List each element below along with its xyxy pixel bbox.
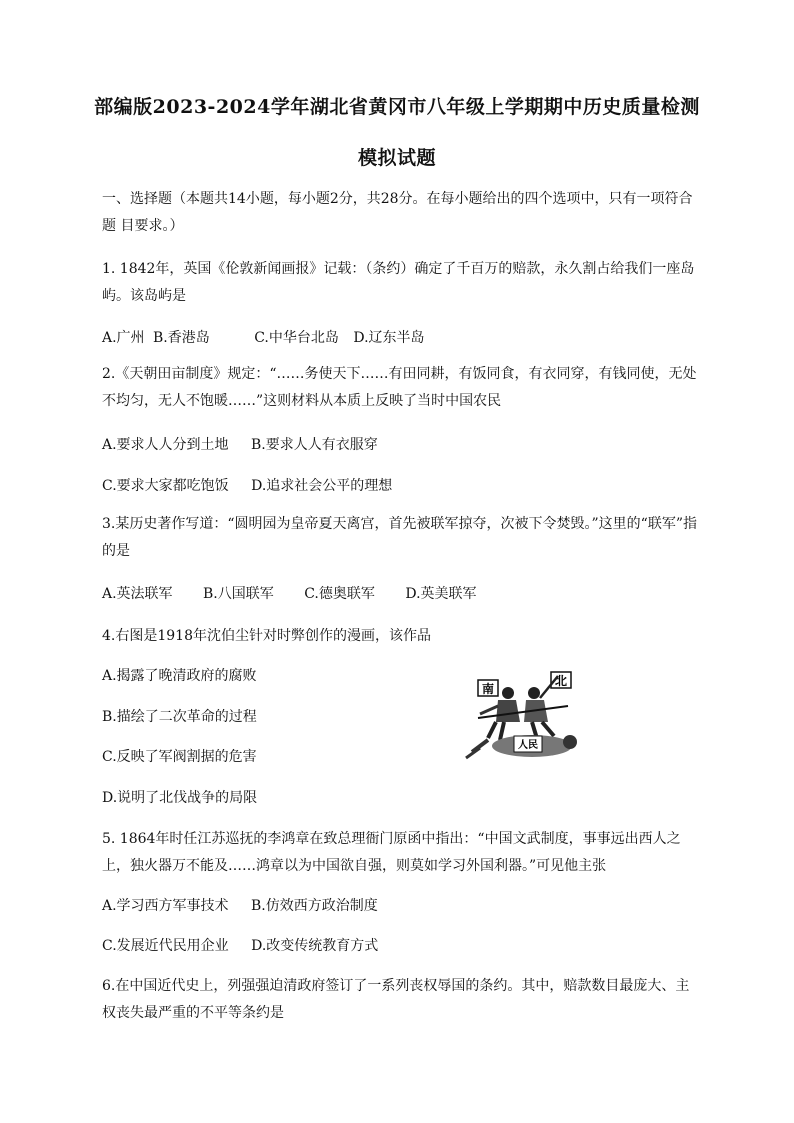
q5-option-b: B.仿效西方政治制度 xyxy=(251,898,378,914)
people-label: 人民 xyxy=(518,740,538,751)
q4-option-c: C.反映了军阀割据的危害 xyxy=(102,749,257,765)
q2-option-b: B.要求人人有衣服穿 xyxy=(251,437,378,453)
q3-option-c: C.德奥联军 xyxy=(304,586,375,602)
question-3-stem: 3.某历史著作写道：“圆明园为皇帝夏天离宫，首先被联军掠夺，次被下令焚毁。”这里的“联军”指的是 xyxy=(102,516,697,559)
section-instructions: 一、选择题（本题共14小题，每小题2分，共28分。在每小题给出的四个选项中，只有一项符合题 目要求。） xyxy=(102,191,693,234)
document-subtitle: 模拟试题 xyxy=(357,147,436,169)
q4-option-d: D.说明了北伐战争的局限 xyxy=(102,790,258,806)
question-1-stem: 1. 1842年，英国《伦敦新闻画报》记载：（条约）确定了千百万的赔款，永久割占给我们一座岛 屿。该岛屿是 xyxy=(102,261,695,304)
question-2-options-ab xyxy=(102,434,378,454)
question-2-options-cd xyxy=(102,475,392,495)
question-6-stem: 6.在中国近代史上，列强强迫清政府签订了一系列丧权辱国的条约。其中，赔款数目最庞大、主权丧失最严重的不平等条约是 xyxy=(102,978,690,1021)
q4-option-b: B.描绘了二次革命的过程 xyxy=(102,709,257,725)
q2-option-c: C.要求大家都吃饱饭 xyxy=(102,478,229,494)
question-2-stem: 2.《天朝田亩制度》规定：“……务使天下……有田同耕，有饭同食，有衣同穿，有钱同使，无处 不均匀，无人不饱暖……”这则材料从本质上反映了当时中国农民 xyxy=(102,366,697,409)
question-3-options xyxy=(102,583,477,603)
question-5-stem: 5. 1864年时任江苏巡抚的李鸿章在致总理衙门原函中指出：“中国文武制度，事事远出西人之上，独火器万不能及……鸿章以为中国欲自强，则莫如学习外国利器。”可见他主张 xyxy=(102,831,681,874)
q3-option-b: B.八国联军 xyxy=(203,586,274,602)
q1-option-c: C.中华台北岛 xyxy=(254,330,339,346)
q5-option-d: D.改变传统教育方式 xyxy=(251,938,379,954)
q5-option-a: A.学习西方军事技术 xyxy=(102,898,229,914)
q4-option-a: A.揭露了晚清政府的腐败 xyxy=(102,668,257,684)
people-figure xyxy=(466,735,577,758)
cartoon-illustration xyxy=(458,666,582,766)
question-5-options-cd xyxy=(102,935,378,955)
north-sign-label: 北 xyxy=(554,674,568,688)
q3-option-a: A.英法联军 xyxy=(102,586,173,602)
q1-option-d: D.辽东半岛 xyxy=(353,330,425,346)
document-title: 部编版2023-2024学年湖北省黄冈市八年级上学期期中历史质量检测 xyxy=(94,96,700,118)
south-sign-label: 南 xyxy=(481,682,495,696)
q1-option-b: B.香港岛 xyxy=(153,330,210,346)
q1-option-a: A.广州 xyxy=(102,330,145,346)
q2-option-a: A.要求人人分到土地 xyxy=(102,437,229,453)
q3-option-d: D.英美联军 xyxy=(405,586,477,602)
question-4-stem: 4.右图是1918年沈伯尘针对时弊创作的漫画，该作品 xyxy=(102,628,431,644)
q5-option-c: C.发展近代民用企业 xyxy=(102,938,229,954)
question-5-options-ab xyxy=(102,895,378,915)
question-1-options xyxy=(102,327,425,347)
q2-option-d: D.追求社会公平的理想 xyxy=(251,478,393,494)
